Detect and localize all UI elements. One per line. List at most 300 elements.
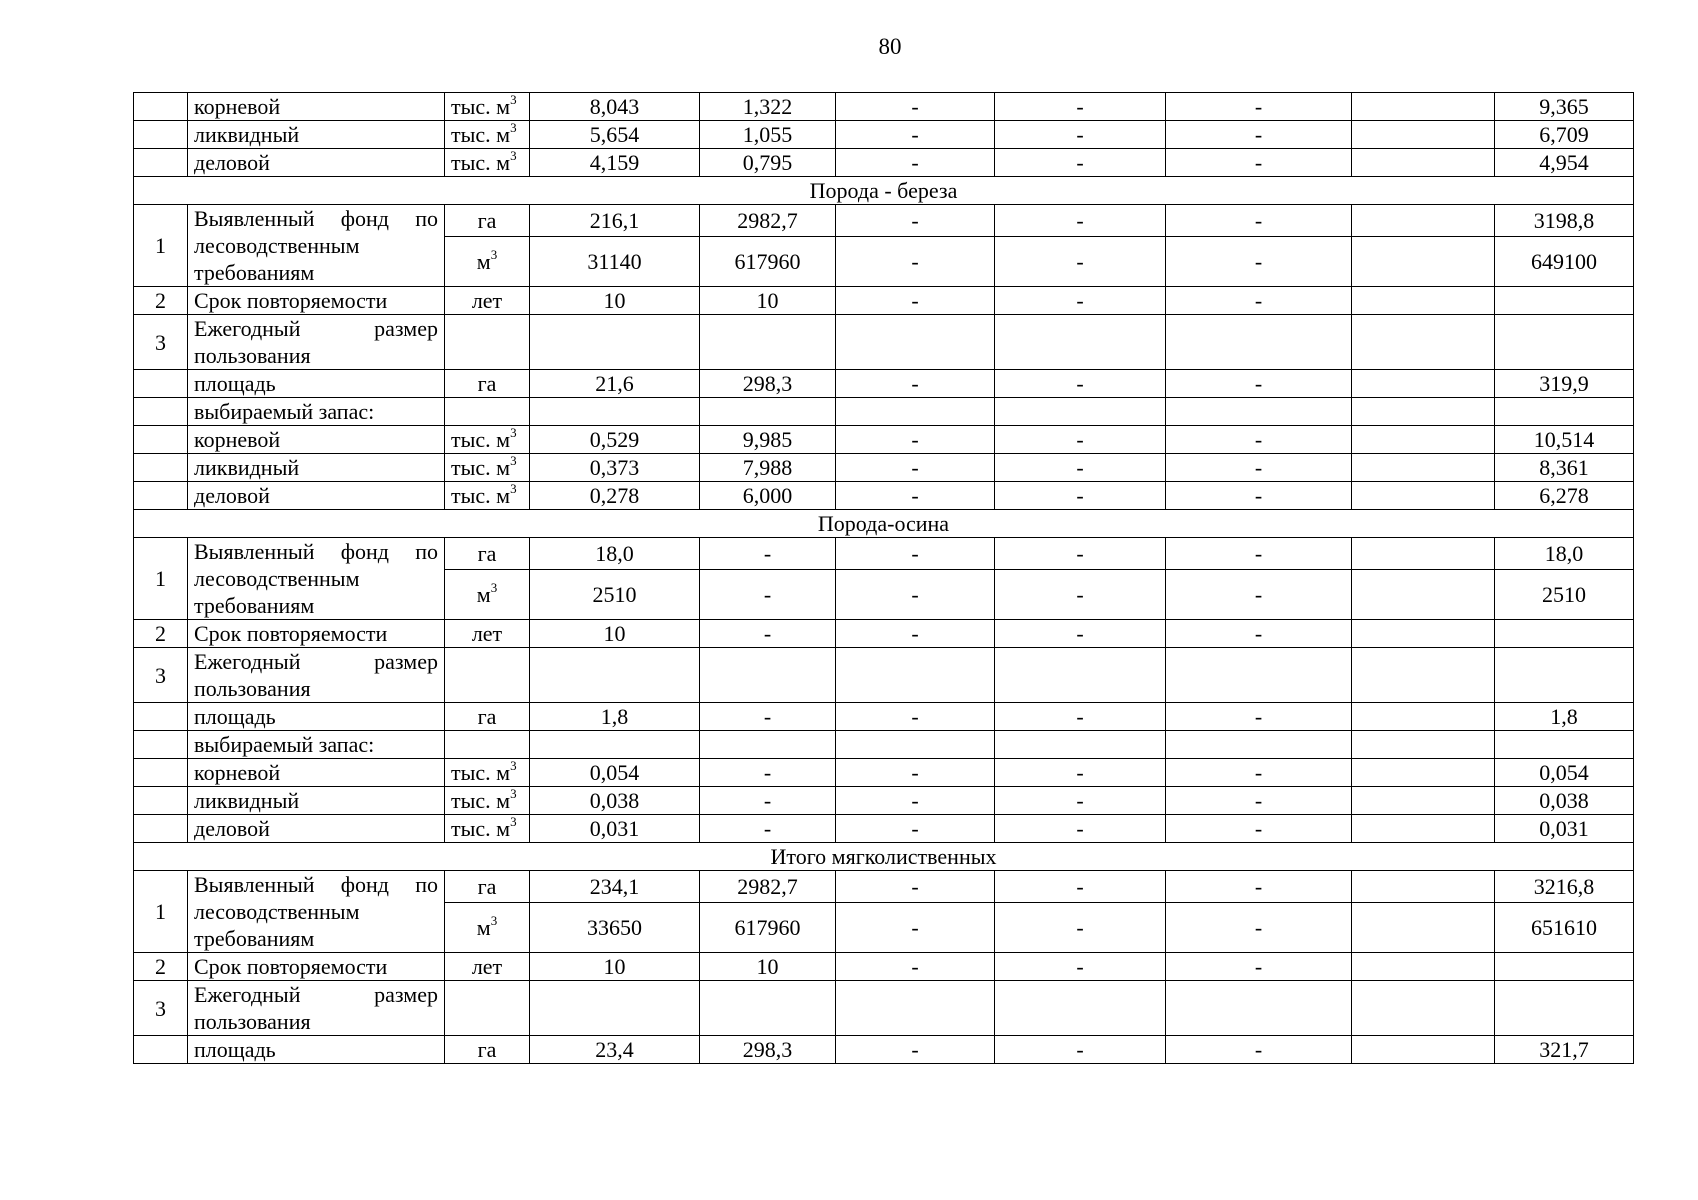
unit-text: лет [471, 621, 503, 646]
word: фонд [340, 872, 389, 897]
value-cell-text: - [763, 788, 772, 813]
value-cell [1166, 454, 1352, 482]
value-cell [836, 620, 995, 648]
empty-cell [134, 121, 188, 149]
unit-superscript: 3 [490, 246, 498, 262]
value-cell [1166, 570, 1352, 620]
row-number [134, 205, 188, 287]
value-cell [700, 620, 836, 648]
value-cell [700, 903, 836, 953]
value-cell [700, 538, 836, 570]
section-header-row [134, 510, 1634, 538]
value-cell-text: - [1076, 122, 1084, 147]
value-cell [836, 93, 995, 121]
empty-cell [530, 648, 700, 703]
value-cell [1495, 1036, 1634, 1064]
word: Выявленный [194, 206, 315, 231]
value-cell-text: - [1254, 208, 1263, 233]
value-cell [1352, 93, 1495, 121]
value-cell [530, 454, 700, 482]
value-cell-text: - [1254, 371, 1263, 396]
value-cell-text: 7,988 [742, 455, 793, 480]
value-cell [530, 237, 700, 287]
word: по [415, 539, 438, 564]
row-name-text: площадь [194, 371, 276, 396]
table-row [134, 815, 1634, 843]
value-cell-text: 6,278 [1539, 483, 1589, 508]
row-name [188, 149, 445, 177]
value-cell [1495, 538, 1634, 570]
value-cell-text: - [1254, 874, 1263, 899]
empty-cell [836, 731, 995, 759]
value-cell [1495, 149, 1634, 177]
value-cell [700, 482, 836, 510]
empty-cell [134, 426, 188, 454]
value-cell-text: - [1254, 760, 1263, 785]
value-cell [1352, 871, 1495, 903]
row-name [188, 426, 445, 454]
unit-text: лет [471, 288, 503, 313]
value-cell-text: - [911, 874, 919, 899]
row-number-text: 2 [155, 288, 166, 313]
value-cell-text: - [1076, 455, 1084, 480]
row-name-text: ликвидный [194, 788, 300, 813]
value-cell-text: 9,985 [742, 427, 793, 452]
row-name-text: корневой [194, 760, 281, 785]
value-cell [1495, 787, 1634, 815]
empty-cell [1495, 315, 1634, 370]
value-cell-text: - [1076, 541, 1084, 566]
table-row [134, 871, 1634, 903]
value-cell [1352, 426, 1495, 454]
name-rest: пользования [194, 1009, 311, 1034]
value-cell [995, 482, 1166, 510]
row-number [134, 315, 188, 370]
row-name [188, 398, 445, 426]
value-cell [700, 759, 836, 787]
value-cell [700, 205, 836, 237]
value-cell-text: 4,159 [589, 150, 640, 175]
value-cell-text: 18,0 [1544, 541, 1584, 566]
value-cell-text: - [1254, 704, 1263, 729]
empty-cell [700, 731, 836, 759]
value-cell [530, 787, 700, 815]
value-cell [1166, 426, 1352, 454]
value-cell [1166, 149, 1352, 177]
empty-cell [1166, 398, 1352, 426]
section-header-row [134, 177, 1634, 205]
row-number-text: 1 [155, 233, 166, 258]
value-cell-text: 2982,7 [737, 874, 798, 899]
empty-cell [1352, 981, 1495, 1036]
value-cell [1495, 426, 1634, 454]
value-cell [836, 903, 995, 953]
value-cell-text: 23,4 [595, 1037, 634, 1062]
value-cell [836, 205, 995, 237]
value-cell-text: 1,055 [742, 122, 793, 147]
value-cell-text: 0,529 [589, 427, 640, 452]
row-name [188, 759, 445, 787]
table-row [134, 454, 1634, 482]
empty-cell [134, 398, 188, 426]
row-name [188, 482, 445, 510]
value-cell-text: - [911, 1037, 919, 1062]
value-cell [1166, 620, 1352, 648]
unit-cell [445, 370, 530, 398]
value-cell-text: 0,054 [589, 760, 640, 785]
value-cell-text: - [1254, 788, 1263, 813]
value-cell-text: - [1076, 1037, 1084, 1062]
row-name [188, 731, 445, 759]
value-cell-text: 9,365 [1539, 94, 1589, 119]
value-cell-text: - [911, 371, 919, 396]
unit-superscript: 3 [490, 912, 498, 928]
name-line [194, 538, 438, 565]
value-cell [1166, 815, 1352, 843]
row-name [188, 815, 445, 843]
value-cell-text: - [1254, 94, 1263, 119]
value-cell-text: 2982,7 [737, 208, 798, 233]
value-cell [1495, 871, 1634, 903]
row-number [134, 287, 188, 315]
unit-text: тыс. м [451, 94, 511, 119]
value-cell-text: 321,7 [1539, 1037, 1589, 1062]
unit-text: тыс. м [451, 455, 511, 480]
unit-cell [445, 426, 530, 454]
row-name [188, 93, 445, 121]
value-cell [1352, 538, 1495, 570]
empty-cell [445, 981, 530, 1036]
unit-cell [445, 759, 530, 787]
value-cell [1166, 205, 1352, 237]
value-cell [1352, 903, 1495, 953]
word: размер [374, 982, 438, 1007]
value-cell [1495, 287, 1634, 315]
value-cell [1166, 287, 1352, 315]
value-cell [1166, 1036, 1352, 1064]
value-cell [530, 482, 700, 510]
row-name [188, 620, 445, 648]
unit-cell [445, 287, 530, 315]
value-cell [836, 538, 995, 570]
row-name [188, 787, 445, 815]
row-number-text: 2 [155, 954, 166, 979]
value-cell-text: 617960 [734, 915, 801, 940]
row-name-text: Срок повторяемости [194, 621, 388, 646]
value-cell [1352, 570, 1495, 620]
empty-cell [134, 1036, 188, 1064]
row-name [188, 953, 445, 981]
value-cell [995, 205, 1166, 237]
value-cell-text: 4,954 [1539, 150, 1589, 175]
empty-cell [995, 731, 1166, 759]
value-cell-text: - [1254, 621, 1263, 646]
table-row [134, 787, 1634, 815]
value-cell [700, 426, 836, 454]
table-row [134, 315, 1634, 370]
value-cell [530, 93, 700, 121]
value-cell [1495, 482, 1634, 510]
unit-text: м [476, 582, 491, 607]
value-cell-text: 651610 [1531, 915, 1597, 940]
value-cell-text: - [1076, 371, 1084, 396]
value-cell [530, 620, 700, 648]
value-cell-text: 10 [756, 954, 779, 979]
row-number-text: 1 [155, 566, 166, 591]
table-row [134, 981, 1634, 1036]
value-cell [700, 1036, 836, 1064]
value-cell-text: - [1076, 621, 1084, 646]
value-cell-text: 10 [603, 954, 626, 979]
value-cell [1495, 237, 1634, 287]
value-cell [700, 370, 836, 398]
value-cell [836, 815, 995, 843]
empty-cell [1166, 648, 1352, 703]
value-cell [836, 482, 995, 510]
empty-cell [134, 454, 188, 482]
value-cell [1166, 237, 1352, 287]
table-row [134, 538, 1634, 570]
value-cell-text: - [1076, 94, 1084, 119]
value-cell-text: - [1076, 704, 1084, 729]
unit-cell [445, 703, 530, 731]
value-cell [700, 287, 836, 315]
word: размер [374, 316, 438, 341]
unit-text: тыс. м [451, 816, 511, 841]
unit-cell [445, 1036, 530, 1064]
value-cell [1495, 370, 1634, 398]
value-cell-text: - [911, 427, 919, 452]
value-cell [1352, 149, 1495, 177]
value-cell-text: 0,038 [589, 788, 640, 813]
value-cell-text: - [1076, 208, 1084, 233]
value-cell-text: 10 [603, 621, 626, 646]
empty-cell [1495, 981, 1634, 1036]
row-name-text: площадь [194, 1037, 276, 1062]
value-cell [700, 703, 836, 731]
value-cell [1352, 953, 1495, 981]
value-cell-text: - [911, 582, 919, 607]
row-name [188, 287, 445, 315]
empty-cell [134, 93, 188, 121]
value-cell [1166, 93, 1352, 121]
value-cell [995, 287, 1166, 315]
row-number-text: 3 [155, 662, 166, 688]
value-cell [836, 787, 995, 815]
value-cell [1352, 287, 1495, 315]
empty-cell [1352, 315, 1495, 370]
value-cell-text: 2510 [1542, 582, 1586, 607]
section-title-text: Порода - береза [809, 178, 958, 203]
value-cell [1352, 454, 1495, 482]
value-cell [995, 759, 1166, 787]
value-cell-text: - [1076, 288, 1084, 313]
unit-cell [445, 149, 530, 177]
row-name [188, 121, 445, 149]
value-cell [995, 149, 1166, 177]
table-row [134, 121, 1634, 149]
value-cell-text: 319,9 [1539, 371, 1589, 396]
unit-superscript: 3 [510, 120, 517, 135]
name-rest: лесоводственным требованиям [194, 233, 360, 285]
value-cell [995, 570, 1166, 620]
row-name-text: Срок повторяемости [194, 288, 388, 313]
value-cell-text: 10,514 [1533, 427, 1595, 452]
row-name-text: площадь [194, 704, 276, 729]
value-cell [1495, 570, 1634, 620]
value-cell-text: - [1076, 788, 1084, 813]
empty-cell [836, 315, 995, 370]
value-cell-text: - [1076, 150, 1084, 175]
row-name [188, 981, 445, 1036]
unit-cell [445, 620, 530, 648]
value-cell-text: - [1254, 288, 1263, 313]
value-cell [1495, 759, 1634, 787]
table-row [134, 759, 1634, 787]
empty-cell [995, 315, 1166, 370]
empty-cell [995, 398, 1166, 426]
empty-cell [134, 482, 188, 510]
unit-superscript: 3 [490, 579, 498, 595]
unit-text: га [477, 541, 497, 566]
table-row [134, 287, 1634, 315]
value-cell [530, 815, 700, 843]
unit-cell [445, 237, 530, 287]
value-cell-text: 0,031 [1539, 816, 1589, 841]
row-name [188, 538, 445, 620]
value-cell-text: - [763, 621, 772, 646]
value-cell-text: 2510 [592, 582, 637, 607]
value-cell [836, 237, 995, 287]
value-cell [700, 815, 836, 843]
value-cell [995, 1036, 1166, 1064]
value-cell-text: - [1076, 483, 1084, 508]
value-cell [1166, 903, 1352, 953]
empty-cell [445, 731, 530, 759]
value-cell-text: - [1076, 249, 1084, 274]
value-cell [836, 149, 995, 177]
value-cell-text: 1,8 [600, 704, 629, 729]
row-name [188, 370, 445, 398]
word: Ежегодный [194, 649, 301, 674]
value-cell [700, 93, 836, 121]
row-number [134, 981, 188, 1036]
unit-text: тыс. м [451, 150, 511, 175]
row-number [134, 871, 188, 953]
table-row [134, 93, 1634, 121]
empty-cell [700, 315, 836, 370]
word: Выявленный [194, 539, 315, 564]
table-row [134, 953, 1634, 981]
unit-text: га [477, 874, 497, 899]
value-cell-text: 3216,8 [1533, 874, 1595, 899]
name-line [194, 315, 438, 342]
value-cell-text: - [1254, 483, 1263, 508]
value-cell-text: 0,031 [589, 816, 640, 841]
value-cell-text: - [911, 954, 919, 979]
name-line [194, 648, 438, 675]
value-cell-text: - [1254, 954, 1263, 979]
value-cell [1352, 370, 1495, 398]
value-cell [1495, 703, 1634, 731]
unit-cell [445, 953, 530, 981]
value-cell-text: 298,3 [742, 1037, 793, 1062]
value-cell [995, 815, 1166, 843]
row-number-text: 1 [155, 899, 166, 924]
empty-cell [1352, 398, 1495, 426]
unit-cell [445, 482, 530, 510]
unit-text: га [477, 371, 497, 396]
unit-text: лет [471, 954, 503, 979]
value-cell-text: - [911, 704, 919, 729]
value-cell [995, 121, 1166, 149]
value-cell-text: 33650 [587, 915, 642, 940]
value-cell-text: - [1076, 915, 1084, 940]
value-cell-text: 8,361 [1539, 455, 1589, 480]
value-cell [1495, 815, 1634, 843]
empty-cell [1352, 731, 1495, 759]
value-cell [700, 454, 836, 482]
forest-use-table [133, 92, 1634, 1064]
value-cell-text: - [1254, 915, 1263, 940]
value-cell [530, 370, 700, 398]
empty-cell [700, 398, 836, 426]
value-cell-text: 8,043 [589, 94, 640, 119]
unit-text: м [476, 249, 491, 274]
name-rest: лесоводственным требованиям [194, 566, 360, 618]
empty-cell [1166, 981, 1352, 1036]
name-line [194, 205, 438, 232]
empty-cell [445, 315, 530, 370]
unit-cell [445, 871, 530, 903]
value-cell-text: 0,373 [589, 455, 640, 480]
value-cell-text: 0,795 [742, 150, 793, 175]
value-cell-text: - [911, 150, 919, 175]
value-cell [836, 759, 995, 787]
table-row [134, 703, 1634, 731]
word: фонд [340, 206, 389, 231]
value-cell-text: - [911, 288, 919, 313]
table-row [134, 1036, 1634, 1064]
value-cell [530, 205, 700, 237]
row-number-text: 2 [155, 621, 166, 646]
value-cell-text: - [911, 455, 919, 480]
word: Ежегодный [194, 316, 301, 341]
value-cell [836, 570, 995, 620]
row-number [134, 538, 188, 620]
value-cell-text: - [1254, 1037, 1263, 1062]
value-cell [836, 454, 995, 482]
value-cell [530, 570, 700, 620]
empty-cell [134, 731, 188, 759]
value-cell [530, 287, 700, 315]
empty-cell [1352, 648, 1495, 703]
unit-superscript: 3 [510, 148, 517, 163]
value-cell-text: 18,0 [595, 541, 634, 566]
row-name [188, 648, 445, 703]
value-cell-text: - [1076, 954, 1084, 979]
value-cell [995, 703, 1166, 731]
unit-cell [445, 787, 530, 815]
empty-cell [134, 149, 188, 177]
value-cell [1495, 454, 1634, 482]
value-cell [836, 287, 995, 315]
row-name [188, 1036, 445, 1064]
value-cell [700, 871, 836, 903]
value-cell-text: 0,278 [589, 483, 640, 508]
name-line [194, 871, 438, 898]
value-cell [530, 871, 700, 903]
